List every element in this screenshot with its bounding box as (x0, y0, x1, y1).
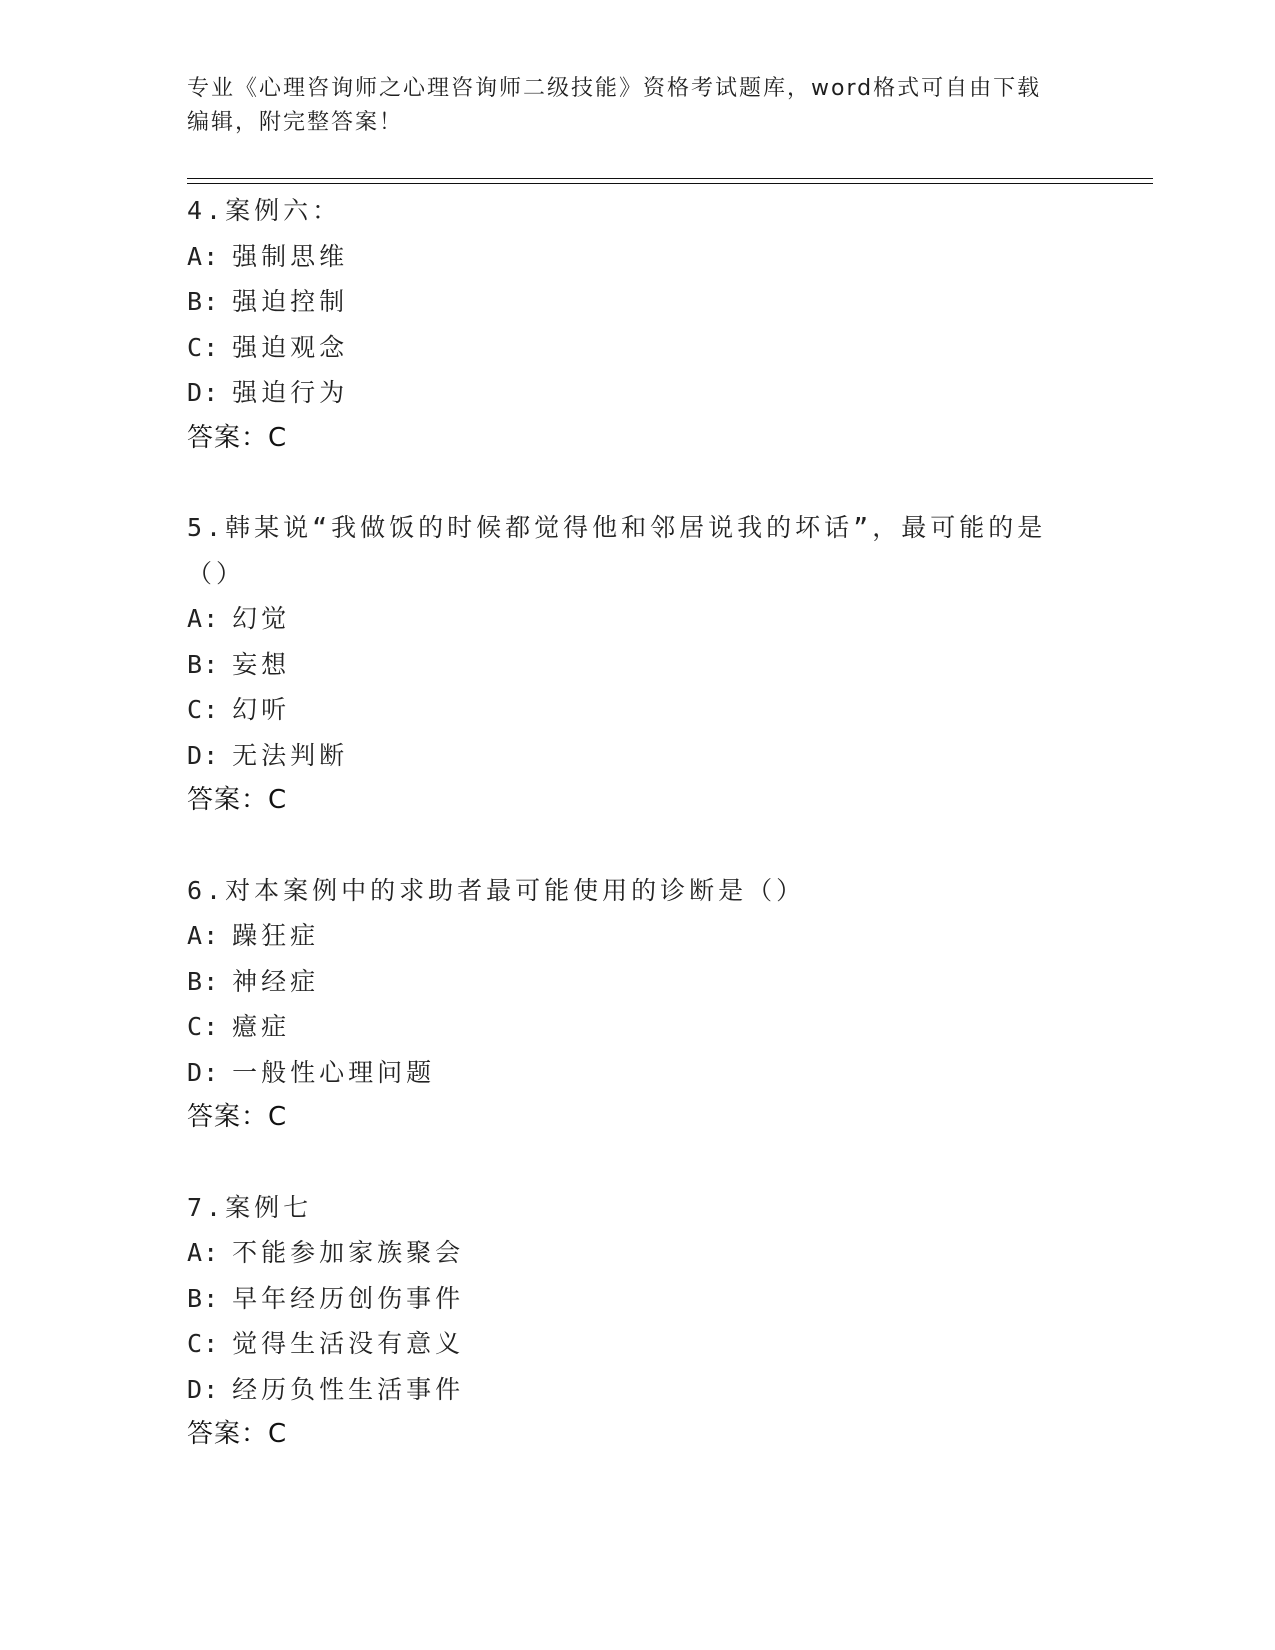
option-separator: : (203, 649, 219, 679)
question-7 (187, 1185, 1087, 1458)
option-letter: D (187, 1374, 204, 1404)
option-separator: : (203, 966, 219, 996)
question-5 (187, 505, 1087, 824)
option-b (187, 279, 1087, 325)
option-separator: : (203, 378, 219, 407)
option-text: 神经症 (232, 966, 320, 996)
option-text: 觉得生活没有意义 (232, 1329, 465, 1358)
option-separator: : (203, 241, 219, 271)
header-divider-top (187, 178, 1153, 179)
option-b (187, 642, 1087, 688)
option-separator: : (203, 740, 219, 770)
option-a (187, 596, 1087, 642)
question-list (187, 188, 1087, 1458)
header-line-2: 编辑，附完整答案！ (187, 110, 404, 135)
option-letter: B (187, 966, 204, 996)
option-d (187, 1050, 1087, 1096)
option-separator: : (203, 604, 219, 633)
option-text: 癔症 (232, 1012, 291, 1041)
option-separator: : (203, 332, 219, 362)
option-letter: C (187, 695, 204, 724)
option-separator: : (203, 287, 219, 316)
option-text: 强制思维 (232, 241, 349, 271)
option-text: 躁狂症 (232, 921, 320, 950)
option-c (187, 687, 1087, 733)
option-a (187, 913, 1087, 959)
option-letter: D (187, 740, 204, 770)
option-letter: D (187, 378, 204, 407)
option-c (187, 1004, 1087, 1050)
answer-line: 答案：C (187, 785, 288, 815)
option-letter: B (187, 1283, 204, 1313)
document-header (187, 72, 1067, 140)
question-stem: 4.案例六： (187, 196, 342, 225)
question-4 (187, 188, 1087, 461)
header-line-1: 专业《心理咨询师之心理咨询师二级技能》资格考试题库，word格式可自由下载 (187, 76, 1042, 101)
option-text: 早年经历创伤事件 (232, 1283, 465, 1313)
option-letter: C (187, 1329, 204, 1358)
option-d (187, 1367, 1087, 1413)
answer-line: 答案：C (187, 1102, 288, 1132)
question-stem: 6.对本案例中的求助者最可能使用的诊断是（） (187, 875, 806, 905)
option-letter: C (187, 332, 204, 362)
option-text: 不能参加家族聚会 (232, 1238, 465, 1267)
option-letter: C (187, 1012, 204, 1041)
option-separator: : (203, 1329, 219, 1358)
question-6 (187, 868, 1087, 1141)
question-stem: 7.案例七 (187, 1192, 313, 1222)
option-b (187, 1276, 1087, 1322)
option-letter: A (187, 241, 204, 271)
option-separator: : (203, 1057, 219, 1087)
option-separator: : (203, 1283, 219, 1313)
option-letter: B (187, 649, 204, 679)
option-text: 无法判断 (232, 740, 349, 770)
option-text: 妄想 (232, 649, 291, 679)
option-letter: B (187, 287, 204, 316)
answer-line: 答案：C (187, 1419, 288, 1449)
option-letter: A (187, 1238, 204, 1267)
answer-line: 答案：C (187, 422, 288, 453)
option-separator: : (203, 1012, 219, 1041)
option-d (187, 733, 1087, 779)
option-text: 强迫行为 (232, 378, 349, 407)
option-c (187, 325, 1087, 371)
option-separator: : (203, 1374, 219, 1404)
option-b (187, 959, 1087, 1005)
option-text: 强迫观念 (232, 332, 349, 362)
option-text: 幻觉 (232, 604, 291, 633)
option-letter: A (187, 921, 204, 950)
option-text: 经历负性生活事件 (232, 1374, 465, 1404)
option-letter: A (187, 604, 204, 633)
option-text: 幻听 (232, 695, 291, 724)
option-separator: : (203, 695, 219, 724)
option-separator: : (203, 1238, 219, 1267)
option-letter: D (187, 1057, 204, 1087)
option-a (187, 234, 1087, 280)
option-c (187, 1321, 1087, 1367)
option-separator: : (203, 921, 219, 950)
option-a (187, 1230, 1087, 1276)
question-stem: 5.韩某说“我做饭的时候都觉得他和邻居说我的坏话”，最可能的是（） (187, 513, 1047, 588)
option-d (187, 370, 1087, 416)
header-divider-bottom (187, 183, 1153, 184)
option-text: 强迫控制 (232, 287, 349, 316)
option-text: 一般性心理问题 (232, 1057, 436, 1087)
